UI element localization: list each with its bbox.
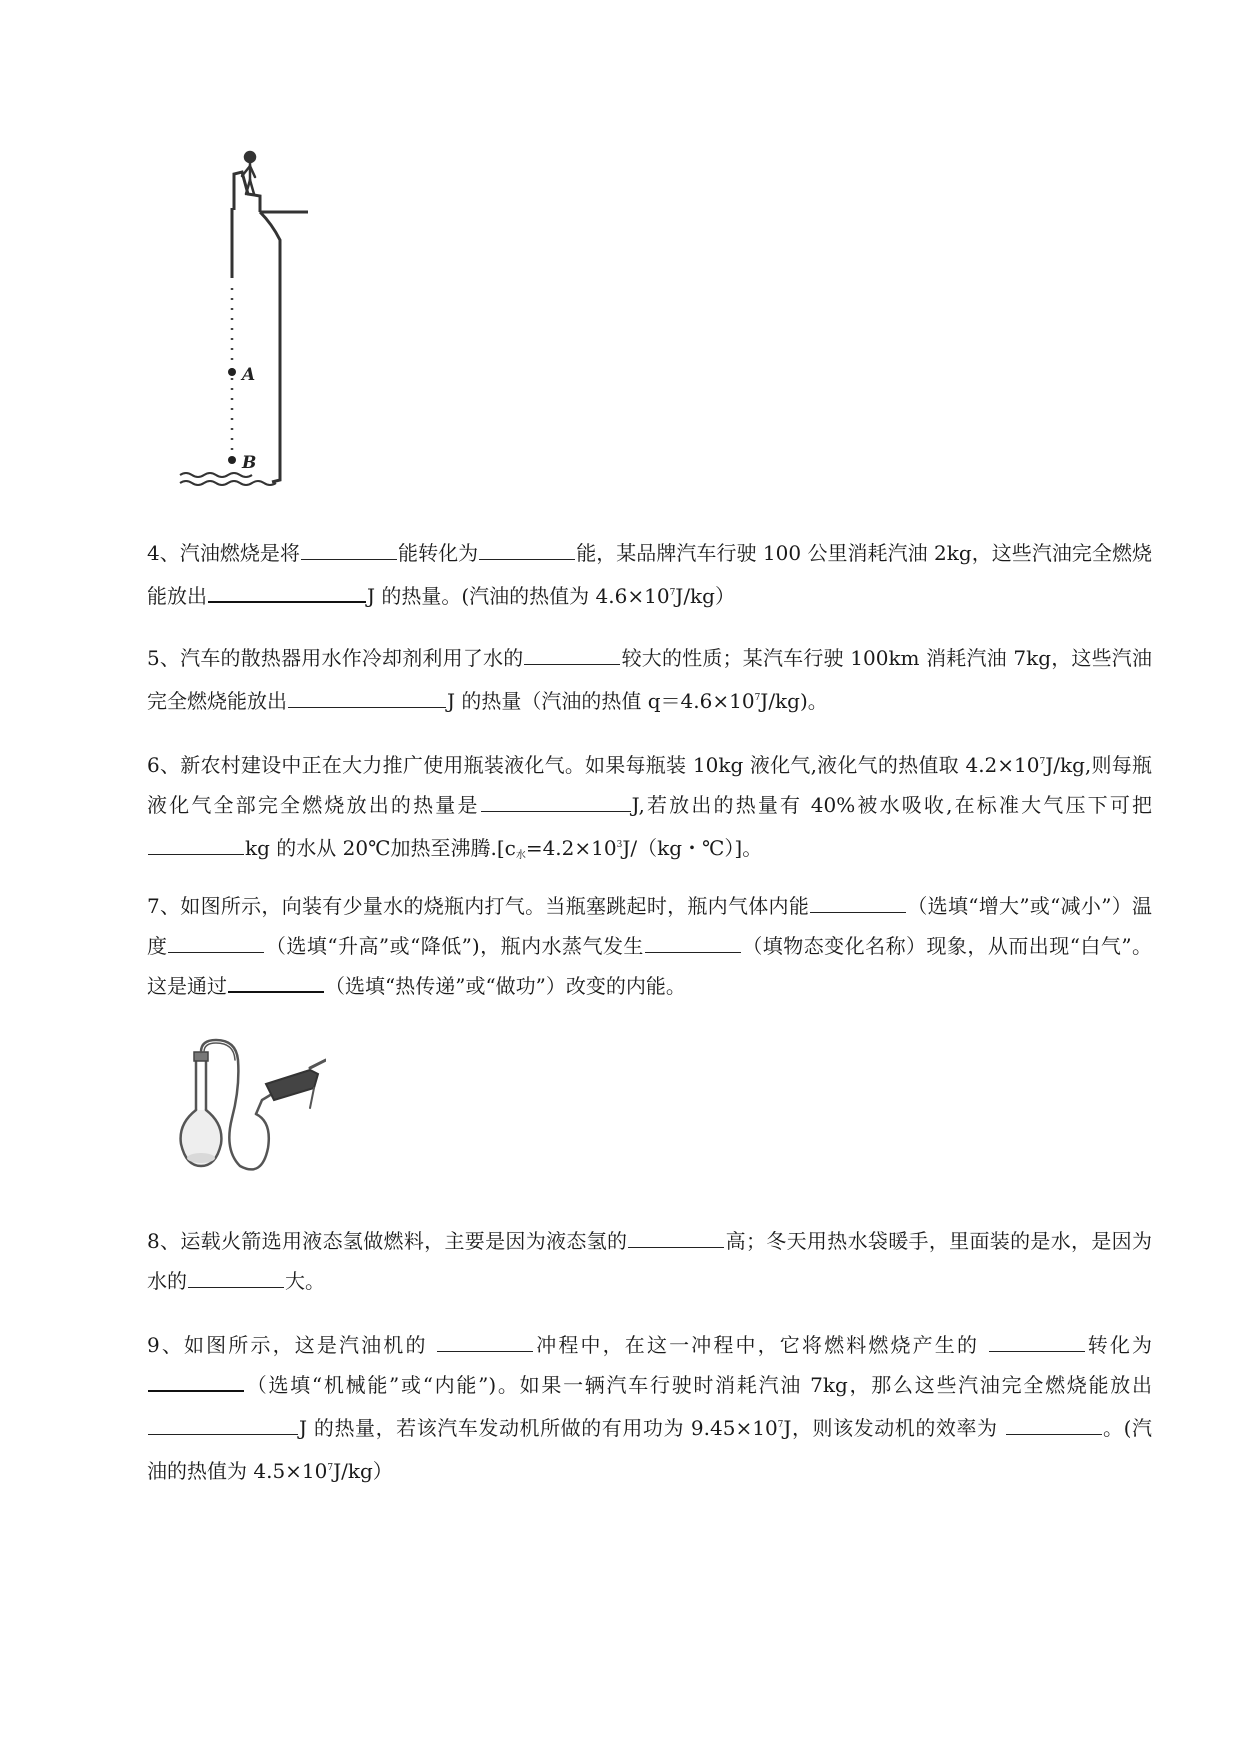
- point-a-label: A: [242, 365, 256, 385]
- answer-blank[interactable]: [148, 1410, 298, 1435]
- answer-blank[interactable]: [810, 888, 906, 913]
- answer-blank[interactable]: [479, 535, 575, 560]
- question-8: 8、运载火箭选用液态氢做燃料，主要是因为液态氢的 高；冬天用热水袋暖手，里面装的是水，是因为水的 大。: [147, 1221, 1152, 1301]
- answer-blank[interactable]: [628, 1223, 724, 1248]
- answer-blank[interactable]: [208, 577, 366, 603]
- answer-blank[interactable]: [188, 1263, 284, 1288]
- point-b-label: B: [242, 453, 257, 473]
- question-4: 4、汽油燃烧是将 能转化为 能，某品牌汽车行驶 100 公里消耗汽油 2kg，这些汽油完全燃烧能放出 J 的热量。(汽油的热值为 $4.6\times 10^7J/kg$）: [147, 533, 1152, 616]
- answer-blank[interactable]: [437, 1327, 533, 1352]
- answer-blank[interactable]: [645, 928, 741, 953]
- answer-blank[interactable]: [481, 787, 631, 812]
- answer-blank[interactable]: [228, 967, 324, 993]
- cliff-diving-figure: [176, 150, 316, 495]
- answer-blank[interactable]: [148, 1366, 244, 1392]
- answer-blank[interactable]: [168, 928, 264, 953]
- flask-pump-figure: [176, 1038, 326, 1178]
- answer-blank[interactable]: [1006, 1410, 1102, 1435]
- question-5: 5、汽车的散热器用水作冷却剂利用了水的 较大的性质；某汽车行驶 100km 消耗汽油 7kg，这些汽油完全燃烧能放出 J 的热量（汽油的热值 $q=4.6\times 10^7J/kg$)。: [147, 638, 1152, 721]
- question-7: 7、如图所示，向装有少量水的烧瓶内打气。当瓶塞跳起时，瓶内气体内能 （选填“增大”或“减小”）温度 （选填“升高”或“降低”)，瓶内水蒸气发生 （填物态变化名称）现象，从而出现“白气”。这是通过 （选填“热传递”或“做功”）改变的内能。: [147, 886, 1152, 1006]
- answer-blank[interactable]: [148, 830, 244, 855]
- answer-blank[interactable]: [288, 683, 446, 708]
- question-6: 6、新农村建设中正在大力推广使用瓶装液化气。如果每瓶装 10kg 液化气,液化气的热值取 $4.2\times 10^7J/kg$,则每瓶液化气全部完全燃烧放出的热量是 J,若放出的热量有 40%被水吸收,在标准大气压下可把kg 的水从 20℃加热至沸腾$.[c_水=4.2\times 10^3J/(kg$・℃）]。: [147, 753, 1153, 861]
- answer-blank[interactable]: [524, 640, 620, 665]
- answer-blank[interactable]: [989, 1327, 1085, 1352]
- question-9: 9、如图所示，这是汽油机的 冲程中，在这一冲程中，它将燃料燃烧产生的 转化为（选填“机械能”或“内能”)。如果一辆汽车行驶时消耗汽油 7kg，那么这些汽油完全燃烧能放出 J 的热量，若该汽车发动机所做的有用功为 $9.45\times 10^7J$，则该发动机的效率为 。(汽油的热值为 $4.5\times 10^7J/kg$）: [147, 1325, 1152, 1491]
- answer-blank[interactable]: [301, 535, 397, 560]
